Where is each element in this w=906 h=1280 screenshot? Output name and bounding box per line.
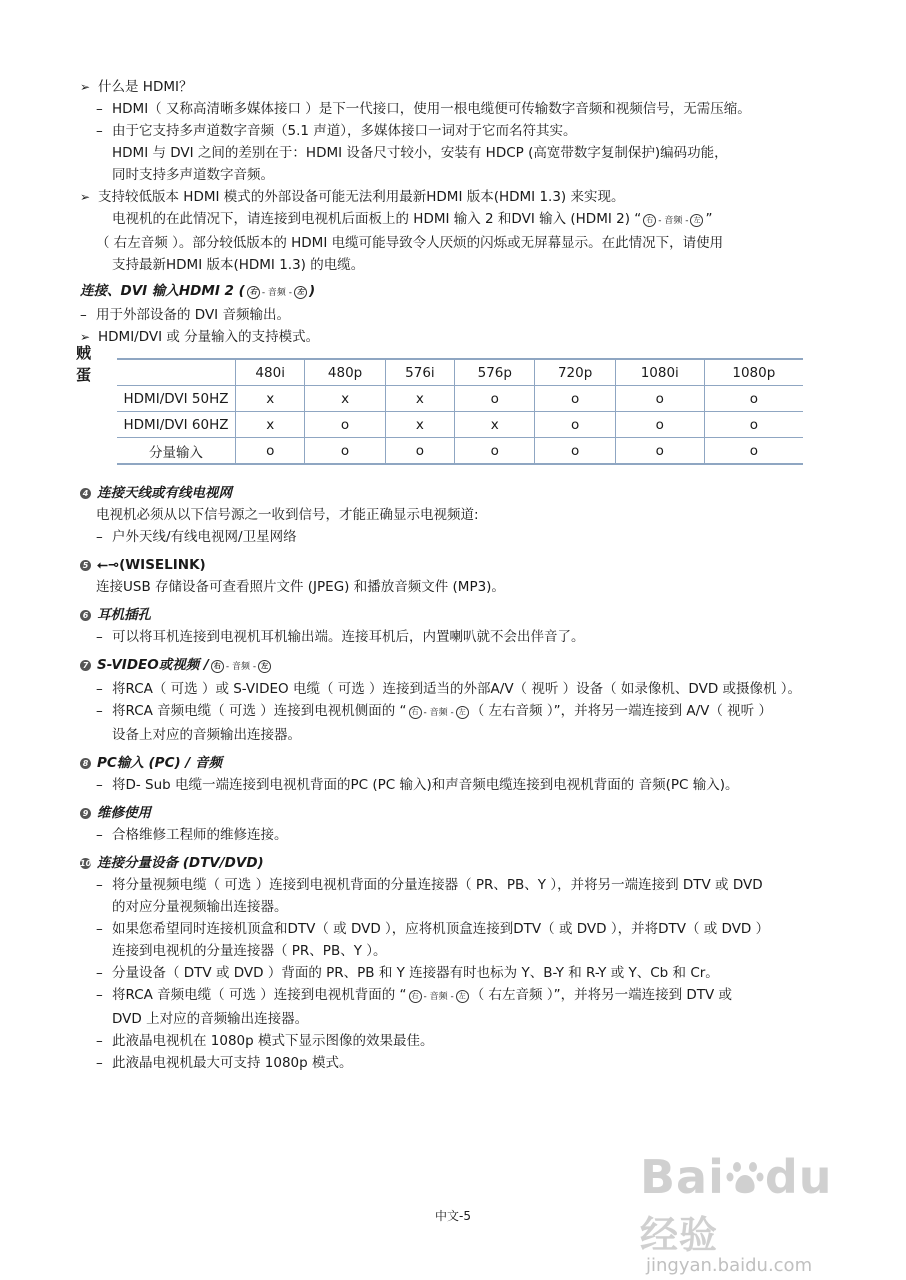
table-cell: o (535, 412, 615, 438)
table-cell: o (535, 438, 615, 465)
table-cell: 分量输入 (117, 438, 236, 465)
watermark (640, 1150, 870, 1276)
item-10-line-8: – 此液晶电视机在 1080p 模式下显示图像的效果最佳。 (96, 1033, 434, 1049)
left-circle-icon: 左 (456, 706, 469, 719)
table-cell (117, 359, 236, 386)
table-cell: o (305, 438, 385, 465)
hdmi-line-4: 同时支持多声道数字音频。 (112, 167, 274, 183)
table-cell: 480i (236, 359, 305, 386)
item-9-title: 9 维修使用 (80, 802, 840, 824)
usb-icon: ⭠⊸ (97, 557, 120, 573)
table-cell: o (305, 412, 385, 438)
hdmi-line-6: （ 右左音频 ）。部分较低版本的 HDMI 电缆可能导致令人厌烦的闪烁或无屏幕显示。在此情况下，请使用 (96, 235, 724, 251)
right-circle-icon: 右 (409, 706, 422, 719)
item-4-line-2: – 户外天线/有线电视网/卫星网络 (96, 529, 297, 545)
item-5-title: 5 ⭠⊸(WISELINK) (80, 554, 840, 576)
table-cell: 480p (305, 359, 385, 386)
table-cell: x (236, 412, 305, 438)
hdmi-line-7: 支持最新HDMI 版本(HDMI 1.3) 的电缆。 (112, 257, 365, 273)
left-circle-icon: 左 (294, 286, 307, 299)
number-badge: 10 (80, 859, 92, 868)
item-7-line-1: – 将RCA（ 可选 ）或 S-VIDEO 电缆（ 可选 ）连接到适当的外部A/V（ 视听 ）设备（ 如录像机、DVD 或摄像机 ）。 (96, 681, 802, 697)
item-10-line-1: – 将分量视频电缆（ 可选 ）连接到电视机背面的分量连接器（ PR、PB、Y ），并将另一端连接到 DTV 或 DVD (96, 877, 763, 893)
table-cell: o (385, 438, 454, 465)
item-8-title: 8 PC输入 (PC) / 音频 (80, 752, 840, 774)
item-10-line-9: – 此液晶电视机最大可支持 1080p 模式。 (96, 1055, 353, 1071)
table-row (117, 386, 803, 412)
item-10-line-2: 的对应分量视频输出连接器。 (112, 899, 288, 915)
number-badge: 6 (80, 610, 91, 621)
table-cell: 1080p (704, 359, 803, 386)
paw-icon (725, 1157, 765, 1197)
hdmi-note-line: ➢ 支持较低版本 HDMI 模式的外部设备可能无法利用最新HDMI 版本(HDMI 1.3) 来实现。 (80, 186, 840, 208)
right-circle-icon: 右 (643, 214, 656, 227)
table-cell: 576p (455, 359, 535, 386)
table-cell: o (535, 386, 615, 412)
watermark-logo: Bai du经验 (640, 1150, 833, 1257)
table-cell: x (385, 412, 454, 438)
table-cell: o (455, 438, 535, 465)
item-6-title: 6 耳机插孔 (80, 604, 840, 626)
item-7-line-3: 设备上对应的音频输出连接器。 (112, 727, 301, 743)
right-circle-icon: 右 (211, 660, 224, 673)
hdmi-line-3: HDMI 与 DVI 之间的差别在于：HDMI 设备尺寸较小，安装有 HDCP (高宽带数字复制保护)编码功能， (112, 145, 728, 161)
table-cell: o (615, 386, 704, 412)
arrow-icon: ➢ (80, 80, 91, 94)
table-cell: HDMI/DVI 60HZ (117, 412, 236, 438)
table-cell: 720p (535, 359, 615, 386)
item-5-line-1: 连接USB 存储设备可查看照片文件 (JPEG) 和播放音频文件 (MP3)。 (96, 579, 505, 595)
table-cell: x (305, 386, 385, 412)
table-cell: o (704, 438, 803, 465)
item-6-line-1: – 可以将耳机连接到电视机耳机输出端。连接耳机后，内置喇叭就不会出伴音了。 (96, 629, 585, 645)
left-circle-icon: 左 (456, 990, 469, 1003)
hdmi-line-5: 电视机的在此情况下，请连接到电视机后面板上的 HDMI 输入 2 和DVI 输入 (HDMI 2) “ 右 - 音频 - 左 ” (112, 211, 713, 227)
table-row (117, 438, 803, 465)
hdmi-line-1: – HDMI（ 又称高清晰多媒体接口 ）是下一代接口，使用一根电缆便可传输数字音频和视频信号，无需压缩。 (96, 101, 751, 117)
modes-table (117, 358, 803, 465)
item-7-line-2: – 将RCA 音频电缆（ 可选 ）连接到电视机侧面的 “ 右 - 音频 - 左 （ 左右音频 ）”，并将另一端连接到 A/V（ 视听 ） (96, 703, 772, 719)
table-row (117, 412, 803, 438)
dvi-line-2: ➢ HDMI/DVI 或 分量输入的支持模式。 (80, 326, 840, 348)
table-cell: x (455, 412, 535, 438)
table-cell: x (236, 386, 305, 412)
number-badge: 7 (80, 660, 91, 671)
table-header-row (117, 359, 803, 386)
item-4-line-1: 电视机必须从以下信号源之一收到信号，才能正确显示电视频道: (96, 507, 479, 523)
left-circle-icon: 左 (690, 214, 703, 227)
item-10-line-5: – 分量设备（ DTV 或 DVD ）背面的 PR、PB 和 Y 连接器有时也标为 Y、B-Y 和 R-Y 或 Y、Cb 和 Cr。 (96, 965, 719, 981)
table-cell: o (615, 412, 704, 438)
right-circle-icon: 右 (247, 286, 260, 299)
item-10-line-7: DVD 上对应的音频输出连接器。 (112, 1011, 309, 1027)
left-circle-icon: 左 (258, 660, 271, 673)
item-8-line-1: – 将D- Sub 电缆一端连接到电视机背面的PC (PC 输入)和声音频电缆连接到电视机背面的 音频(PC 输入)。 (96, 777, 739, 793)
dvi-heading: 连接、DVI 输入HDMI 2 ( 右 - 音频 - 左 ) (80, 283, 316, 299)
hdmi-question-line: ➢ 什么是 HDMI？ (80, 76, 840, 98)
item-4-title: 4 连接天线或有线电视网 (80, 482, 840, 504)
table-cell: x (385, 386, 454, 412)
arrow-icon: ➢ (80, 330, 91, 344)
item-10-line-4: 连接到电视机的分量连接器（ PR、PB、Y ）。 (112, 943, 387, 959)
table-cell: 1080i (615, 359, 704, 386)
dvi-line-1: – 用于外部设备的 DVI 音频输出。 (80, 307, 290, 323)
table-cell: o (455, 386, 535, 412)
table-cell: o (615, 438, 704, 465)
table-cell: o (704, 386, 803, 412)
hdmi-line-2: – 由于它支持多声道数字音频（5.1 声道），多媒体接口一词对于它而名符其实。 (96, 123, 577, 139)
table-cell: 576i (385, 359, 454, 386)
number-badge: 4 (80, 488, 91, 499)
watermark-url: jingyan.baidu.com (646, 1255, 813, 1276)
number-badge: 9 (80, 808, 91, 819)
hdmi-section (80, 76, 840, 348)
items-section (80, 482, 840, 1074)
item-7-title: 7 S-VIDEO或视频 / 右 - 音频 - 左 (80, 654, 840, 678)
item-10-line-6: – 将RCA 音频电缆（ 可选 ）连接到电视机背面的 “ 右 - 音频 - 左 （ 右左音频 ）”，并将另一端连接到 DTV 或 (96, 987, 733, 1003)
table-cell: HDMI/DVI 50HZ (117, 386, 236, 412)
table-cell: o (704, 412, 803, 438)
table-cell: o (236, 438, 305, 465)
item-9-line-1: – 合格维修工程师的维修连接。 (96, 827, 288, 843)
number-badge: 5 (80, 560, 91, 571)
right-circle-icon: 右 (409, 990, 422, 1003)
page-number: 中文-5 (435, 1209, 471, 1223)
arrow-icon: ➢ (80, 190, 91, 204)
item-10-line-3: – 如果您希望同时连接机顶盒和DTV（ 或 DVD ），应将机顶盒连接到DTV（ 或 DVD ），并将DTV（ 或 DVD ） (96, 921, 770, 937)
side-label: 贼蛋 (76, 344, 92, 384)
number-badge: 8 (80, 758, 91, 769)
item-10-title: 10 连接分量设备 (DTV/DVD) (80, 855, 264, 871)
